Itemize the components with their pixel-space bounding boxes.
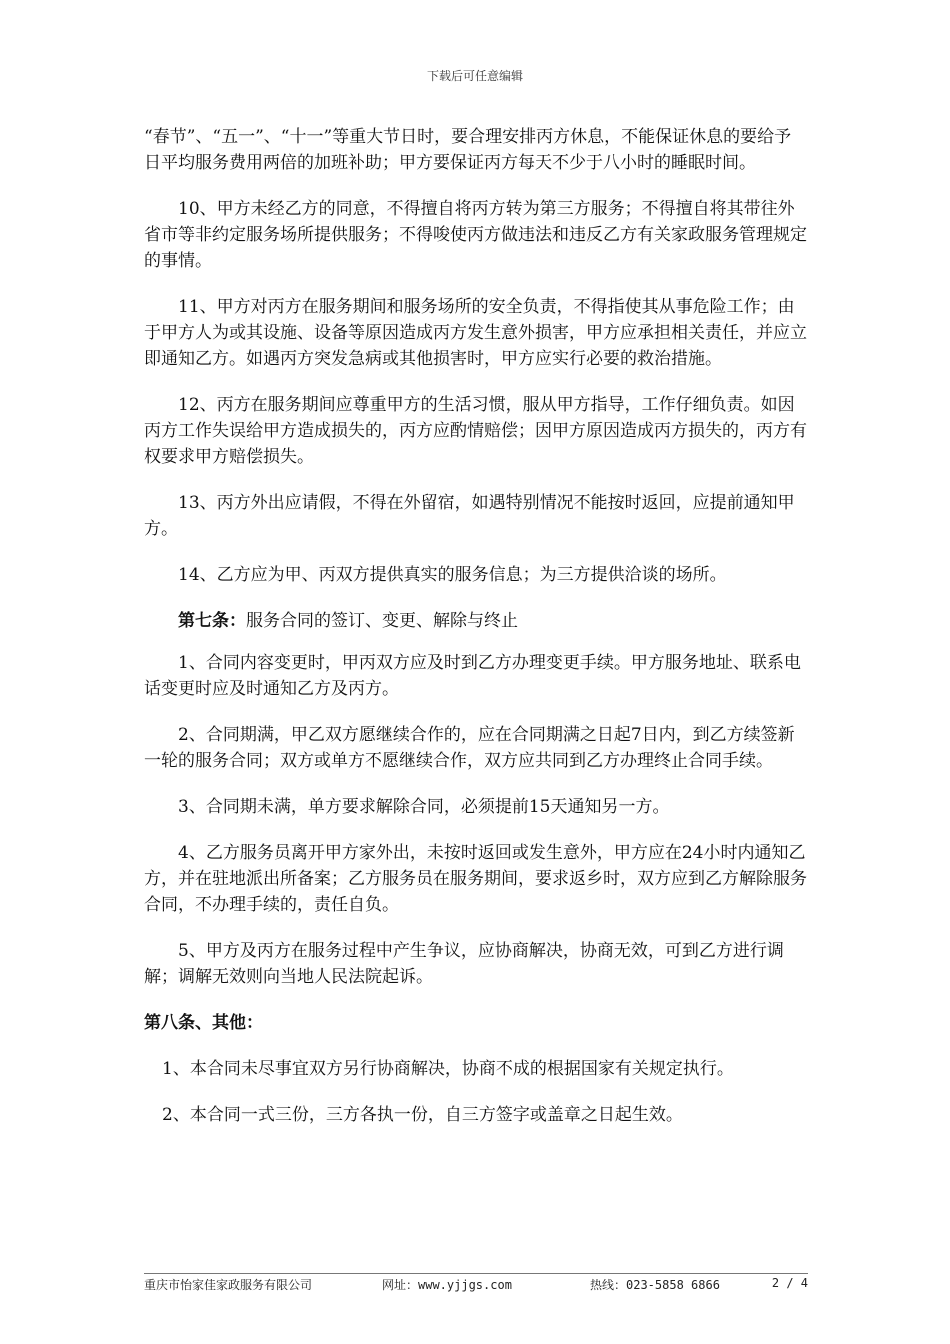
header-note: 下载后可任意编辑	[426, 69, 523, 83]
article-8-heading: 第八条、其他：	[144, 1013, 263, 1033]
footer-website: 网址：www.yjjgs.com	[382, 1278, 512, 1292]
article-7-item-4: 4、乙方服务员离开甲方家外出，未按时返回或发生意外，甲方应在24小时内通知乙方，并在驻地派出所备案；乙方服务员在服务期间，要求返乡时，双方应到乙方解除服务合同，不办理手续的，责任自负。	[144, 843, 807, 915]
paragraph-holiday-rest: “春节”、“五一”、“十一”等重大节日时，要合理安排丙方休息，不能保证休息的要给予日平均服务费用两倍的加班补助；甲方要保证丙方每天不少于八小时的睡眠时间。	[144, 127, 792, 173]
article-7-item-5: 5、甲方及丙方在服务过程中产生争议，应协商解决，协商无效，可到乙方进行调解；调解无效则向当地人民法院起诉。	[144, 941, 784, 987]
article-7-item-2: 2、合同期满，甲乙双方愿继续合作的，应在合同期满之日起7日内，到乙方续签新一轮的服务合同；双方或单方不愿继续合作，双方应共同到乙方办理终止合同手续。	[144, 725, 795, 771]
footer-page-number: 2 / 4	[771, 1276, 808, 1290]
article-8-item-1: 1、本合同未尽事宜双方另行协商解决，协商不成的根据国家有关规定执行。	[162, 1059, 734, 1079]
article-7-label: 第七条：	[178, 611, 246, 631]
page-footer	[144, 1276, 808, 1294]
footer-company: 重庆市怡家佳家政服务有限公司	[144, 1278, 313, 1292]
article-8-item-2: 2、本合同一式三份，三方各执一份，自三方签字或盖章之日起生效。	[162, 1105, 683, 1125]
document-body	[144, 124, 808, 1148]
footer-divider	[144, 1273, 808, 1274]
paragraph-clause-13: 13、丙方外出应请假，不得在外留宿，如遇特别情况不能按时返回，应提前通知甲方。	[144, 493, 795, 539]
paragraph-clause-10: 10、甲方未经乙方的同意，不得擅自将丙方转为第三方服务；不得擅自将其带往外省市等非约定服务场所提供服务；不得唆使丙方做违法和违反乙方有关家政服务管理规定的事情。	[144, 199, 807, 271]
article-7-heading	[144, 608, 808, 634]
paragraph-clause-11: 11、甲方对丙方在服务期间和服务场所的安全负责，不得指使其从事危险工作；由于甲方人为或其设施、设备等原因造成丙方发生意外损害，甲方应承担相关责任，并应立即通知乙方。如遇丙方突发急病或其他损害时，甲方应实行必要的救治措施。	[144, 297, 807, 369]
footer-hotline: 热线：023-5858 6866	[590, 1278, 720, 1292]
paragraph-clause-12: 12、丙方在服务期间应尊重甲方的生活习惯，服从甲方指导，工作仔细负责。如因丙方工作失误给甲方造成损失的，丙方应酌情赔偿；因甲方原因造成丙方损失的，丙方有权要求甲方赔偿损失。	[144, 395, 807, 467]
paragraph-clause-14: 14、乙方应为甲、丙双方提供真实的服务信息；为三方提供洽谈的场所。	[178, 565, 727, 585]
article-7-item-1: 1、合同内容变更时，甲丙双方应及时到乙方办理变更手续。甲方服务地址、联系电话变更时应及时通知乙方及丙方。	[144, 653, 801, 699]
article-7-item-3: 3、合同期未满，单方要求解除合同，必须提前15天通知另一方。	[178, 797, 670, 817]
article-7-title: 服务合同的签订、变更、解除与终止	[246, 611, 518, 631]
